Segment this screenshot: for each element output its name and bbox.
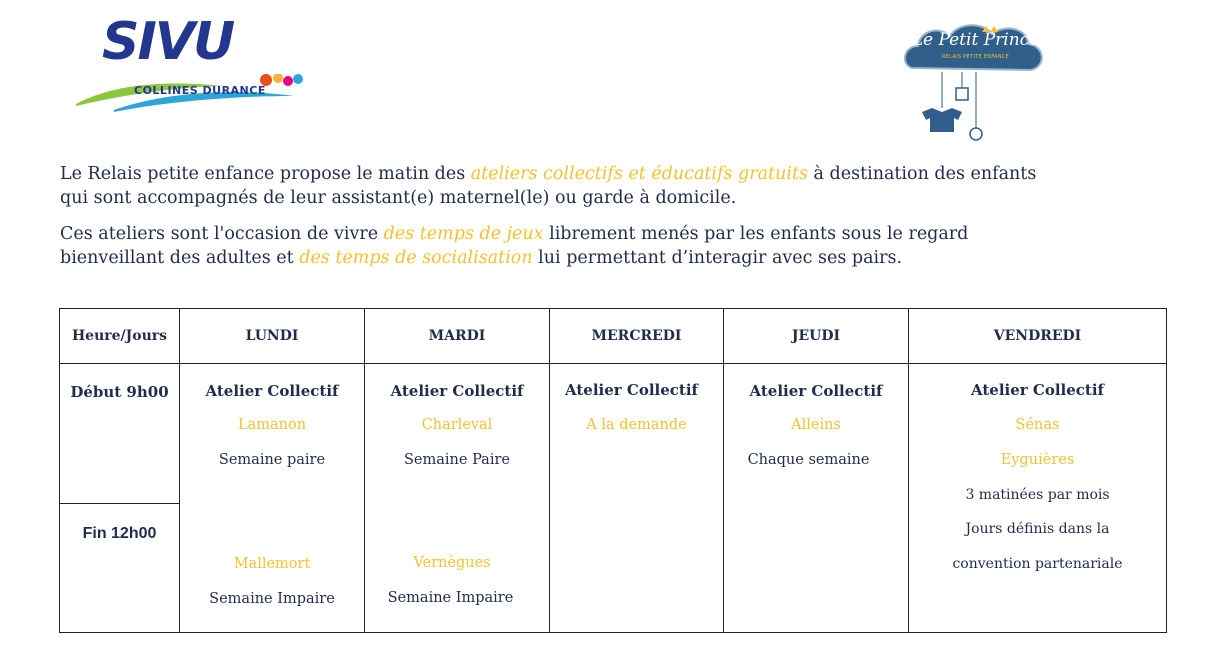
tuesday-location-1: Charleval <box>421 417 493 433</box>
thursday-workshop: Atelier Collectif <box>749 382 883 400</box>
tuesday-location-2: Vernègues <box>413 555 491 571</box>
sivu-logo <box>74 12 306 114</box>
monday-location-1: Lamanon <box>237 417 307 433</box>
monday-frequency-2: Semaine Impaire <box>209 591 335 607</box>
monday-location-2: Mallemort <box>233 556 311 572</box>
thursday-frequency: Chaque semaine <box>747 452 870 468</box>
intro-p1-text-end: à destination des enfants <box>807 164 1037 184</box>
intro-p1-line-2: qui sont accompagnés de leur assistant(e) maternel(le) ou garde à domicile. <box>60 188 737 208</box>
intro-p2-highlight-1: des temps de jeux <box>383 224 544 244</box>
tuesday-workshop: Atelier Collectif <box>390 382 524 400</box>
schedule-table <box>59 308 1167 633</box>
monday-workshop: Atelier Collectif <box>205 382 339 400</box>
schedule-row-1 <box>60 364 1167 504</box>
header-friday: VENDREDI <box>909 309 1167 364</box>
header-hours: Heure/Jours <box>60 309 180 364</box>
friday-note-2: convention partenariale <box>952 556 1123 572</box>
header-thursday: JEUDI <box>724 309 909 364</box>
intro-p2-text-end: lui permettant d’interagir avec ses pairs. <box>532 248 903 268</box>
header-monday: LUNDI <box>180 309 365 364</box>
lpp-subtitle: RELAIS PETITE ENFANCE <box>941 54 1010 60</box>
friday-cell <box>909 364 1167 633</box>
sivu-wordmark: SIVU <box>102 12 234 72</box>
time-start-cell <box>60 364 180 504</box>
intro-text <box>60 162 1100 282</box>
tuesday-frequency-1: Semaine Paire <box>404 452 510 468</box>
intro-paragraph-2 <box>60 222 1100 270</box>
friday-location-1: Sénas <box>1015 417 1060 433</box>
friday-note-1: Jours définis dans la <box>965 521 1110 537</box>
wednesday-location: A la demande <box>586 417 687 433</box>
intro-p2-line-2: bienveillant des adultes et <box>60 248 300 268</box>
intro-p2-text-mid: librement menés par les enfants sous le regard <box>543 224 969 244</box>
friday-location-2: Eyguières <box>1000 452 1075 468</box>
wednesday-cell <box>550 364 724 633</box>
le-petit-prince-logo <box>900 16 1050 151</box>
time-end-cell <box>60 503 180 632</box>
friday-workshop: Atelier Collectif <box>970 381 1104 399</box>
intro-p2-highlight-2: des temps de socialisation <box>299 248 533 268</box>
thursday-cell <box>724 364 909 633</box>
tuesday-cell <box>365 364 550 633</box>
monday-frequency-1: Semaine paire <box>218 452 326 468</box>
time-end: Fin 12h00 <box>82 524 157 542</box>
intro-paragraph-1 <box>60 162 1100 210</box>
sivu-subtitle: COLLINES DURANCE <box>134 84 266 97</box>
intro-p2-text: Ces ateliers sont l'occasion de vivre <box>60 224 384 244</box>
wednesday-workshop: Atelier Collectif <box>564 381 698 399</box>
friday-frequency: 3 matinées par mois <box>965 487 1110 503</box>
header-row <box>60 309 1167 364</box>
tuesday-frequency-2: Semaine Impaire <box>387 590 514 606</box>
time-start: Début 9h00 <box>70 383 169 401</box>
thursday-location: Alleins <box>791 417 841 433</box>
header-wednesday: MERCREDI <box>550 309 724 364</box>
header-tuesday: MARDI <box>365 309 550 364</box>
monday-cell <box>180 364 365 633</box>
lpp-title: Le Petit Prince <box>911 30 1040 50</box>
intro-p1-text: Le Relais petite enfance propose le matin des <box>60 164 471 184</box>
intro-p1-highlight: ateliers collectifs et éducatifs gratuits <box>470 164 808 184</box>
